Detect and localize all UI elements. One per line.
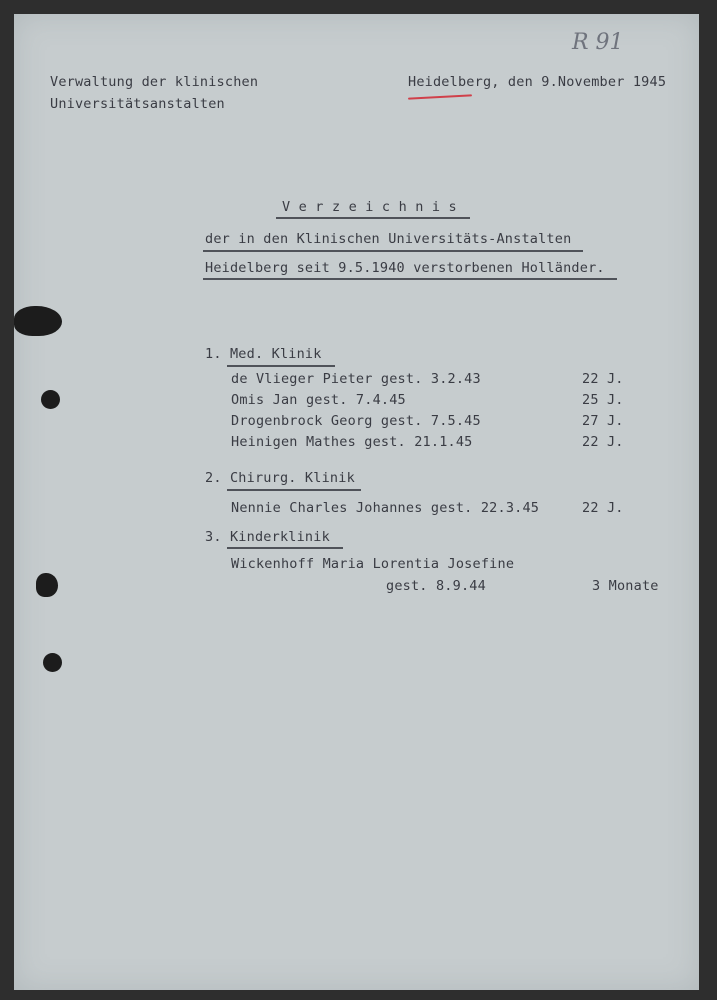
punch-hole bbox=[43, 653, 62, 672]
list-item-name: Drogenbrock Georg gest. 7.5.45 bbox=[231, 413, 481, 429]
torn-corner bbox=[14, 306, 62, 336]
place-date: Heidelberg, den 9.November 1945 bbox=[408, 74, 667, 90]
section-underline bbox=[227, 547, 343, 549]
section-underline bbox=[227, 489, 361, 491]
section-label: 3. Kinderklinik bbox=[205, 529, 330, 545]
punch-hole bbox=[41, 390, 60, 409]
section-label: 1. Med. Klinik bbox=[205, 346, 322, 362]
list-item-name: Wickenhoff Maria Lorentia Josefine bbox=[231, 556, 515, 572]
section-underline bbox=[227, 365, 335, 367]
list-item-age: 22 J. bbox=[582, 500, 624, 516]
sender-line-1: Verwaltung der klinischen bbox=[50, 74, 259, 90]
list-item-age: 3 Monate bbox=[592, 578, 659, 594]
list-item-name: de Vlieger Pieter gest. 3.2.43 bbox=[231, 371, 481, 387]
list-item-name: Heinigen Mathes gest. 21.1.45 bbox=[231, 434, 473, 450]
list-item-age: 25 J. bbox=[582, 392, 624, 408]
title-line-2: Heidelberg seit 9.5.1940 verstorbenen Holländer. bbox=[205, 260, 605, 276]
list-item-age: 22 J. bbox=[582, 371, 624, 387]
list-item-age: 22 J. bbox=[582, 434, 624, 450]
sender-line-2: Universitätsanstalten bbox=[50, 96, 225, 112]
title-line-1-underline bbox=[203, 250, 583, 252]
title-line-2-underline bbox=[203, 278, 617, 280]
section-label: 2. Chirurg. Klinik bbox=[205, 470, 355, 486]
torn-edge bbox=[36, 573, 58, 597]
title-line-1: der in den Klinischen Universitäts-Anstalten bbox=[205, 231, 572, 247]
list-item-name: Nennie Charles Johannes gest. 22.3.45 bbox=[231, 500, 540, 516]
handwritten-reference: R 91 bbox=[572, 30, 624, 55]
list-item-name: Omis Jan gest. 7.4.45 bbox=[231, 392, 406, 408]
list-item-name-continued: gest. 8.9.44 bbox=[386, 578, 486, 594]
heading-underline bbox=[276, 217, 470, 219]
list-item-age: 27 J. bbox=[582, 413, 624, 429]
document-heading: V e r z e i c h n i s bbox=[282, 199, 457, 215]
